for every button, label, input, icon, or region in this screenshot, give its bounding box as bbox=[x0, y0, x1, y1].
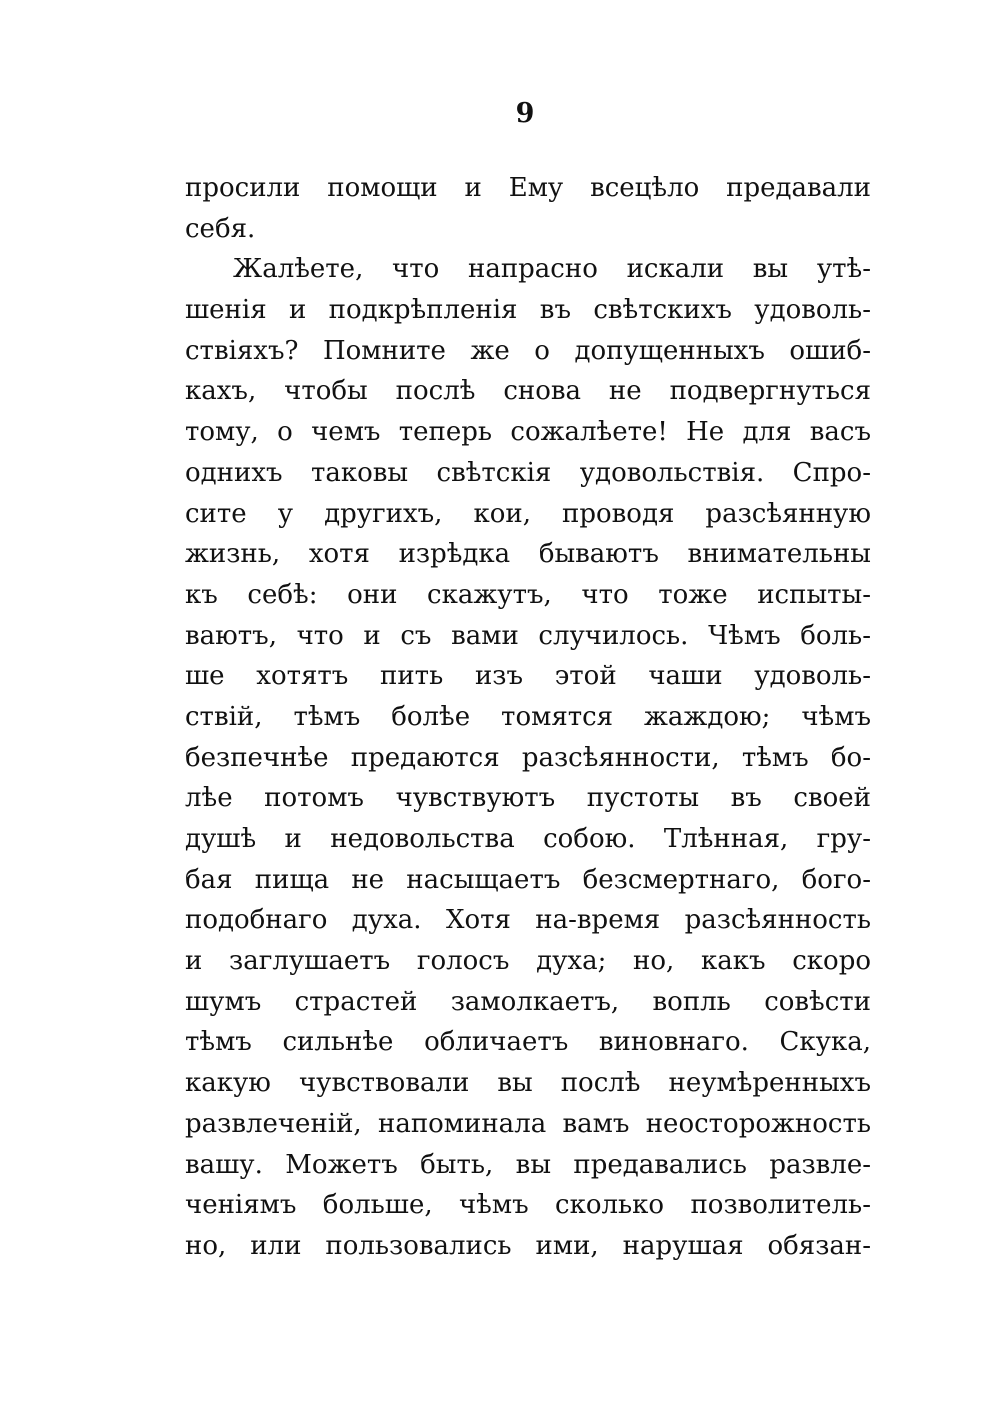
text-line: ствіяхъ? Помните же о допущенныхъ ошиб- bbox=[185, 335, 871, 366]
text-line: тому, о чемъ теперь сожалѣете! Не для васъ bbox=[185, 417, 871, 448]
text-line: лѣе потомъ чувствуютъ пустоты въ своей bbox=[185, 783, 871, 814]
text-line: вашу. Можетъ быть, вы предавались развле- bbox=[185, 1149, 871, 1180]
text-line: просили помощи и Ему всецѣло предавали bbox=[185, 173, 871, 203]
text-line: ваютъ, что и съ вами случилось. Чѣмъ боль- bbox=[185, 620, 871, 651]
text-line: какую чувствовали вы послѣ неумѣренныхъ bbox=[185, 1068, 871, 1099]
text-line: бая пища не насыщаетъ безсмертнаго, бого- bbox=[185, 864, 871, 895]
text-line: ше хотятъ пить изъ этой чаши удоволь- bbox=[185, 661, 871, 692]
text-line: кахъ, чтобы послѣ снова не подвергнуться bbox=[185, 376, 871, 407]
text-line: но, или пользовались ими, нарушая обязан- bbox=[185, 1230, 871, 1261]
text-line: безпечнѣе предаются разсѣянности, тѣмъ бо- bbox=[185, 742, 871, 773]
text-line: душѣ и недовольства собою. Тлѣнная, гру- bbox=[185, 824, 871, 854]
text-line: подобнаго духа. Хотя на-время разсѣянность bbox=[185, 905, 871, 936]
text-line: однихъ таковы свѣтскія удовольствія. Спро- bbox=[185, 457, 871, 488]
text-line: развлеченій, напоминала вамъ неосторожность bbox=[185, 1108, 871, 1139]
page-number: 9 bbox=[515, 98, 535, 129]
text-line: къ себѣ: они скажутъ, что тоже испыты- bbox=[185, 579, 871, 610]
text-line: шенія и подкрѣпленія въ свѣтскихъ удоволь- bbox=[185, 295, 871, 326]
text-line: ченіямъ больше, чѣмъ сколько позволитель- bbox=[185, 1190, 871, 1221]
text-line: сите у другихъ, кои, проводя разсѣянную bbox=[185, 498, 871, 529]
text-line: жизнь, хотя изрѣдка бываютъ внимательны bbox=[185, 539, 871, 570]
text-line: себя. bbox=[185, 213, 256, 244]
text-line: Жалѣете, что напрасно искали вы утѣ- bbox=[233, 254, 871, 285]
body-text bbox=[185, 168, 871, 1267]
text-line: шумъ страстей замолкаетъ, вопль совѣсти bbox=[185, 986, 871, 1017]
text-line: и заглушаетъ голосъ духа; но, какъ скоро bbox=[185, 946, 871, 977]
text-line: ствій, тѣмъ болѣе томятся жаждою; чѣмъ bbox=[185, 701, 871, 732]
text-line: тѣмъ сильнѣе обличаетъ виновнаго. Скука, bbox=[185, 1027, 871, 1058]
